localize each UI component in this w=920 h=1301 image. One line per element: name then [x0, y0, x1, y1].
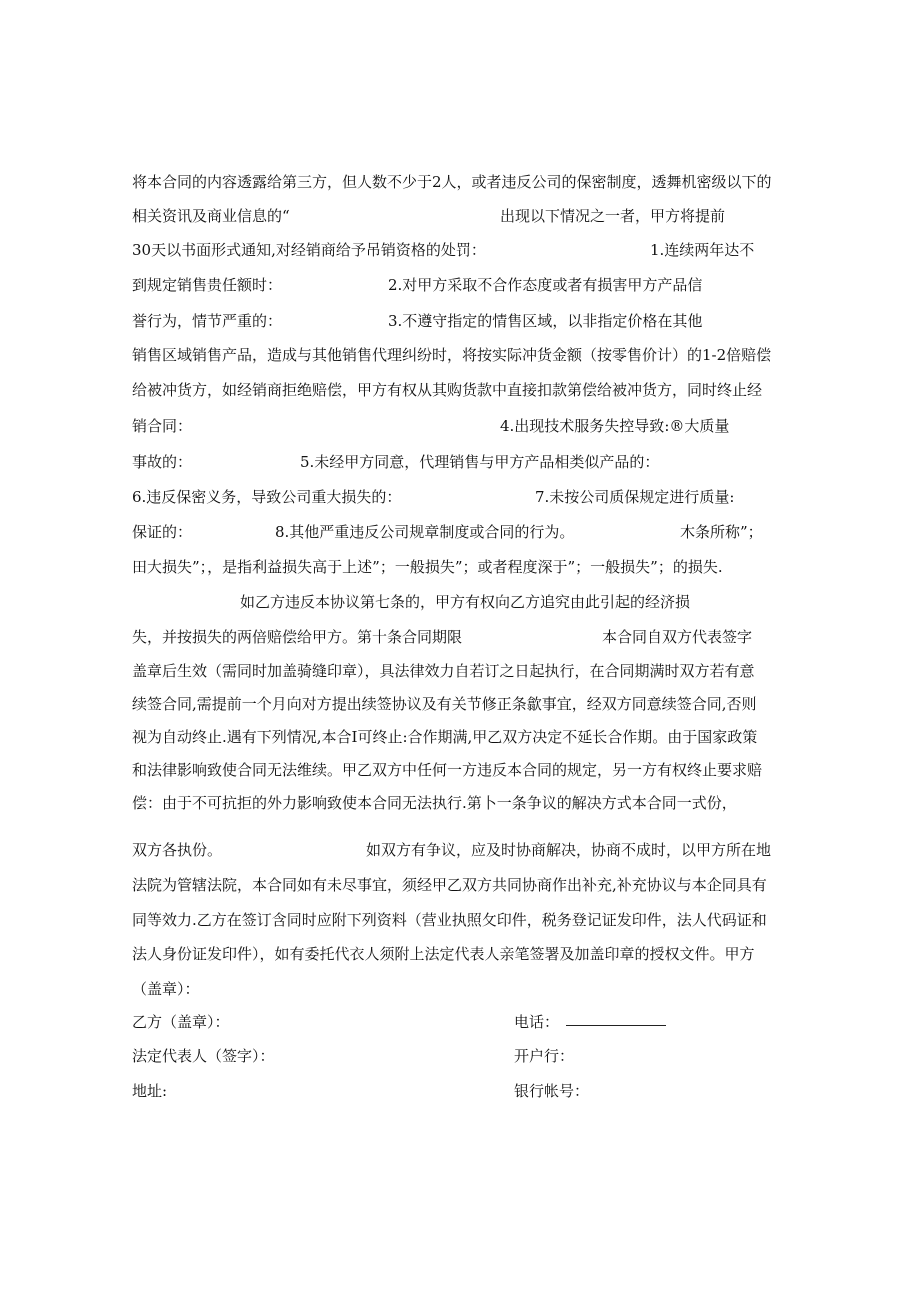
- text-line: 和法律影响致使合同无法维续。甲乙双方中任何一方违反本合同的规定，另一方有权终止要求赔: [132, 761, 763, 779]
- text-line: 8.其他严重违反公司规章制度或合同的行为。: [275, 523, 575, 541]
- text-line: 偿：由于不可抗拒的外力影响致使本合同无法执行.第卜一条争议的解决方式本合同一式份，: [132, 794, 737, 812]
- text-line: 同等效力.乙方在签订含同时应附下列资料（营业执照攵印件，税务登记证发印件，法人代码证和: [132, 911, 767, 929]
- legal-rep-label: 法定代表人（签字）：: [132, 1047, 275, 1065]
- bank-label: 开户行：: [514, 1047, 575, 1065]
- text-line: 30天以书面形式通知,对经销商给予吊销资格的处罚：: [132, 241, 486, 259]
- text-line: 法人身份证发印件），如有委托代衣人须附上法定代表人亲笔签署及加盖印章的授权文件。甲方: [132, 945, 755, 963]
- text-line: 木条所称”；: [680, 523, 763, 541]
- text-line: 法院为管辖法院，本合同如有未尽事宜，须经甲乙双方共同协商作出补充,补充协议与本企同具有: [132, 876, 767, 894]
- text-line: 6.违反保密义务，导致公司重大损失的：: [132, 488, 402, 506]
- text-line: 销售区域销售产品，造成与其他销售代理纠纷时，将按实际冲货金额（按零售价计）的1-2倍赔偿: [132, 346, 772, 364]
- text-line: （盖章）：: [132, 980, 200, 998]
- bank-account-label: 银行帐号：: [514, 1082, 590, 1100]
- address-label: 地址:: [132, 1082, 168, 1100]
- text-line: 7.未按公司质保规定进行质量:: [535, 488, 735, 506]
- text-line: 事故的：: [132, 453, 193, 471]
- text-line: 到规定销售贵任额时：: [132, 276, 283, 294]
- text-line: 保证的：: [132, 523, 193, 541]
- text-line: 续签合同,需提前一个月向对方提出续签协议及有关节修正条歙事宜，经双方同意续签合同,否则: [132, 695, 757, 713]
- text-line: 如双方有争议，应及时协商解决，协商不成时，以甲方所在地: [366, 841, 772, 859]
- text-line: 4.出现技术服务失控导致:®大质量: [500, 417, 730, 435]
- text-line: 如乙方违反本协议第七条的，甲方有权向乙方追究由此引起的经济损: [240, 593, 691, 611]
- text-line: 出现以下情况之一者，甲方将提前: [500, 207, 726, 225]
- text-line: 将本合同的内容透露给第三方，但人数不少于2人，或者违反公司的保密制度，透舞机密级以下的: [132, 173, 772, 191]
- text-line: 3.不遵守指定的情售区域，以非指定价格在其他: [388, 312, 703, 330]
- text-line: 1.连续两年达不: [650, 241, 755, 259]
- phone-blank-line: [566, 1025, 666, 1026]
- text-line: 销合同：: [132, 417, 193, 435]
- phone-label: 电话：: [514, 1013, 560, 1031]
- party-b-seal-label: 乙方（盖章）：: [132, 1013, 230, 1031]
- text-line: 相关资讯及商业信息的“: [132, 207, 290, 225]
- text-line: 给被冲货方，如经销商拒绝赔偿，甲方有权从其购货款中直接扣款第偿给被冲货方，同时终止经: [132, 381, 763, 399]
- text-line: 誉行为，情节严重的：: [132, 312, 283, 330]
- text-line: 盖章后生效（需同时加盖骑缝印章），具法律效力自若订之日起执行，在合同期满时双方若有意: [132, 662, 755, 680]
- text-line: 2.对甲方采取不合作态度或者有损害甲方产品信: [388, 276, 703, 294]
- text-line: 视为自动终止.遇有下列情况,本合I可终止:合作期满,甲乙双方决定不延长合作期。由于国家政策: [132, 728, 758, 746]
- text-line: 田大损失”；，是指利益损失高于上述”；一般损失”；或者程度深于”；一般损失”；的损失.: [132, 558, 723, 576]
- text-line: 失，并按损失的两倍赔偿给甲方。第十条合同期限: [132, 628, 463, 646]
- text-line: 双方各执份。: [132, 841, 223, 859]
- text-line: 本合同自双方代表签字: [602, 628, 753, 646]
- text-line: 5.未经甲方同意，代理销售与甲方产品相类似产品的：: [300, 453, 660, 471]
